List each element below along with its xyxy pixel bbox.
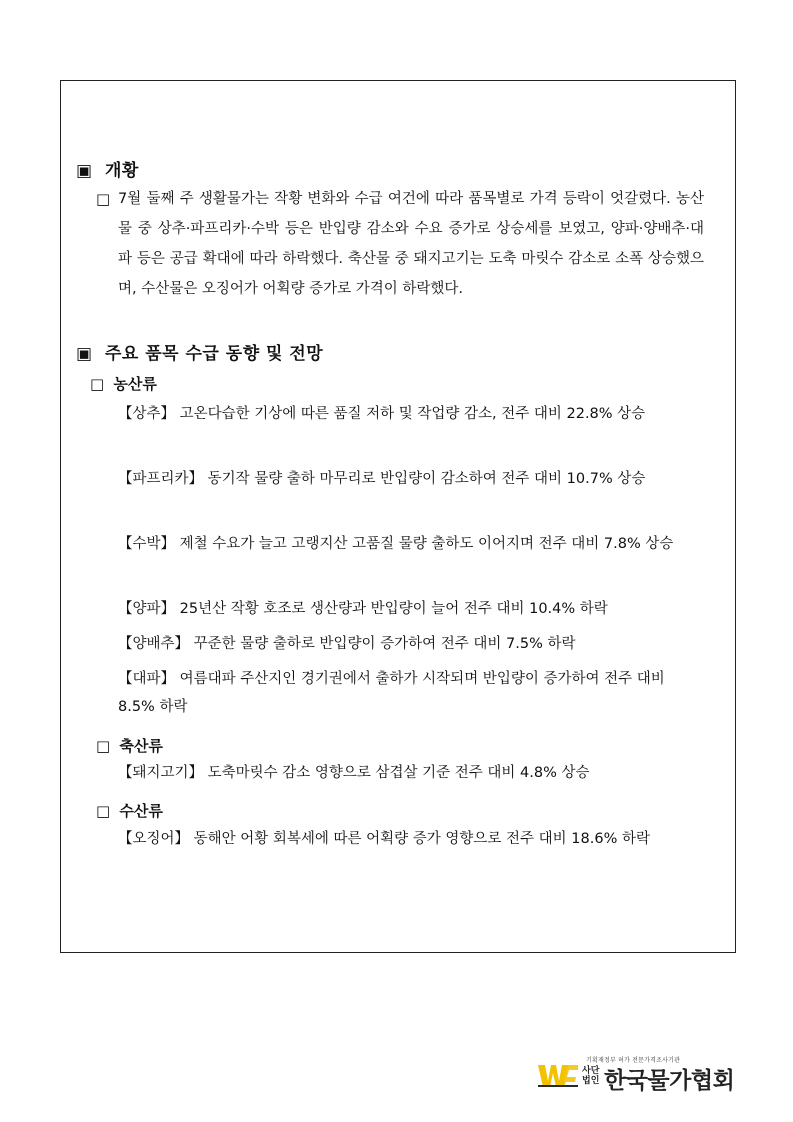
trends-heading xyxy=(76,339,323,364)
checkbox-bullet-icon: □ xyxy=(96,737,111,755)
list-item: 【돼지고기】 도축마릿수 감소 영향으로 삼겹살 기준 전주 대비 4.8% 상승 xyxy=(118,765,590,781)
list-item: 【양파】 25년산 작황 호조로 생산량과 반입량이 늘어 전주 대비 10.4% 하락 xyxy=(118,601,608,617)
agri-title: 농산류 xyxy=(113,375,157,393)
org-tagline: 기획재정부 허가 전문가격조사기관 xyxy=(586,1057,681,1064)
list-item: 【수박】 제철 수요가 늘고 고랭지산 고품질 물량 출하도 이어지며 전주 대비 7.8% 상승 xyxy=(118,536,674,552)
section-marker-icon: ▣ xyxy=(76,344,93,364)
org-type: 사단법인 xyxy=(582,1066,600,1086)
checkbox-bullet-icon: □ xyxy=(90,375,105,393)
fishery-heading xyxy=(96,800,163,821)
org-name: 한국물가협회 xyxy=(604,1068,735,1094)
fishery-title: 수산류 xyxy=(119,802,163,820)
agri-heading xyxy=(90,373,157,394)
overview-heading xyxy=(76,156,139,181)
list-item: 【파프리카】 동기작 물량 출하 마무리로 반입량이 감소하여 전주 대비 10.7% 상승 xyxy=(118,471,646,487)
checkbox-bullet-icon: □ xyxy=(96,802,111,820)
org-logo xyxy=(538,1055,738,1095)
livestock-heading xyxy=(96,735,163,756)
logo-mark-icon xyxy=(538,1063,578,1089)
overview-title: 개황 xyxy=(104,161,139,181)
list-item: 【양배추】 꾸준한 물량 출하로 반입량이 증가하여 전주 대비 7.5% 하락 xyxy=(118,636,576,652)
checkbox-bullet-icon: □ xyxy=(96,190,111,208)
overview-paragraph: 7월 둘째 주 생활물가는 작황 변화와 수급 여건에 따라 품목별로 가격 등락이 엇갈렸다. 농산물 중 상추·파프리카·수박 등은 반입량 감소와 수요 증가로 상승세를 보였고, 양파·양배추·대파 등은 공급 확대에 따라 하락했다. 축산물 중 돼지고기는 도축 마릿수 감소로 소폭 상승했으며, 수산물은 오징어가 어획량 증가로 가격이 하락했다. xyxy=(118,191,704,297)
section-marker-icon: ▣ xyxy=(76,161,93,181)
list-item: 【오징어】 동해안 어황 회복세에 따른 어획량 증가 영향으로 전주 대비 18.6% 하락 xyxy=(118,831,650,847)
trends-title: 주요 품목 수급 동향 및 전망 xyxy=(104,344,324,364)
livestock-title: 축산류 xyxy=(119,737,163,755)
list-item: 【대파】 여름대파 주산지인 경기권에서 출하가 시작되며 반입량이 증가하여 전주 대비 8.5% 하락 xyxy=(118,671,665,715)
list-item: 【상추】 고온다습한 기상에 따른 품질 저하 및 작업량 감소, 전주 대비 22.8% 상승 xyxy=(118,406,646,422)
